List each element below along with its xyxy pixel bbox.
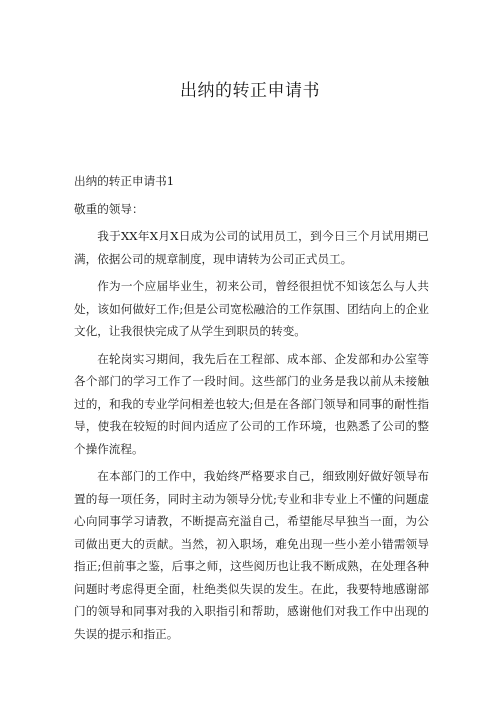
paragraph-3: 在轮岗实习期间，我先后在工程部、成本部、企发部和办公室等各个部门的学习工作了一段时间。这些部门的业务是我以前从未接触过的，和我的专业学问相差也较大;但是在各部门领导和同事的耐性指导，使我在较短的时间内适应了公司的工作环境，也熟悉了公司的整个操作流程。 bbox=[74, 351, 429, 456]
document-body bbox=[74, 170, 429, 650]
paragraph-1: 我于XX年X月X日成为公司的试用员工，到今日三个月试用期已满，依据公司的规章制度，现申请转为公司正式员工。 bbox=[74, 229, 429, 266]
document-title: 出纳的转正申请书 bbox=[180, 81, 320, 101]
salutation: 敬重的领导： bbox=[74, 201, 144, 216]
paragraph-2: 作为一个应届毕业生，初来公司，曾经很担忧不知该怎么与人共处，该如何做好工作;但是公司宽松融洽的工作氛围、团结向上的企业文化，让我很快完成了从学生到职员的转变。 bbox=[74, 279, 429, 338]
paragraph-4: 在本部门的工作中，我始终严格要求自己，细致刚好做好领导布置的每一项任务，同时主动为领导分忧;专业和非专业上不懂的问题虚心向同事学习请教，不断提高充溢自己，希望能尽早独当一面，为公司做出更大的贡献。当然，初入职场，难免出现一些小差小错需领导指正;但前事之鉴，后事之师，这些阅历也让我不断成熟，在处理各种问题时考虑得更全面，杜绝类似失误的发生。在此，我要特地感谢部门的领导和同事对我的入职指引和帮助，感谢他们对我工作中出现的失误的提示和指正。 bbox=[74, 469, 429, 641]
section-heading: 出纳的转正申请书1 bbox=[74, 174, 175, 188]
